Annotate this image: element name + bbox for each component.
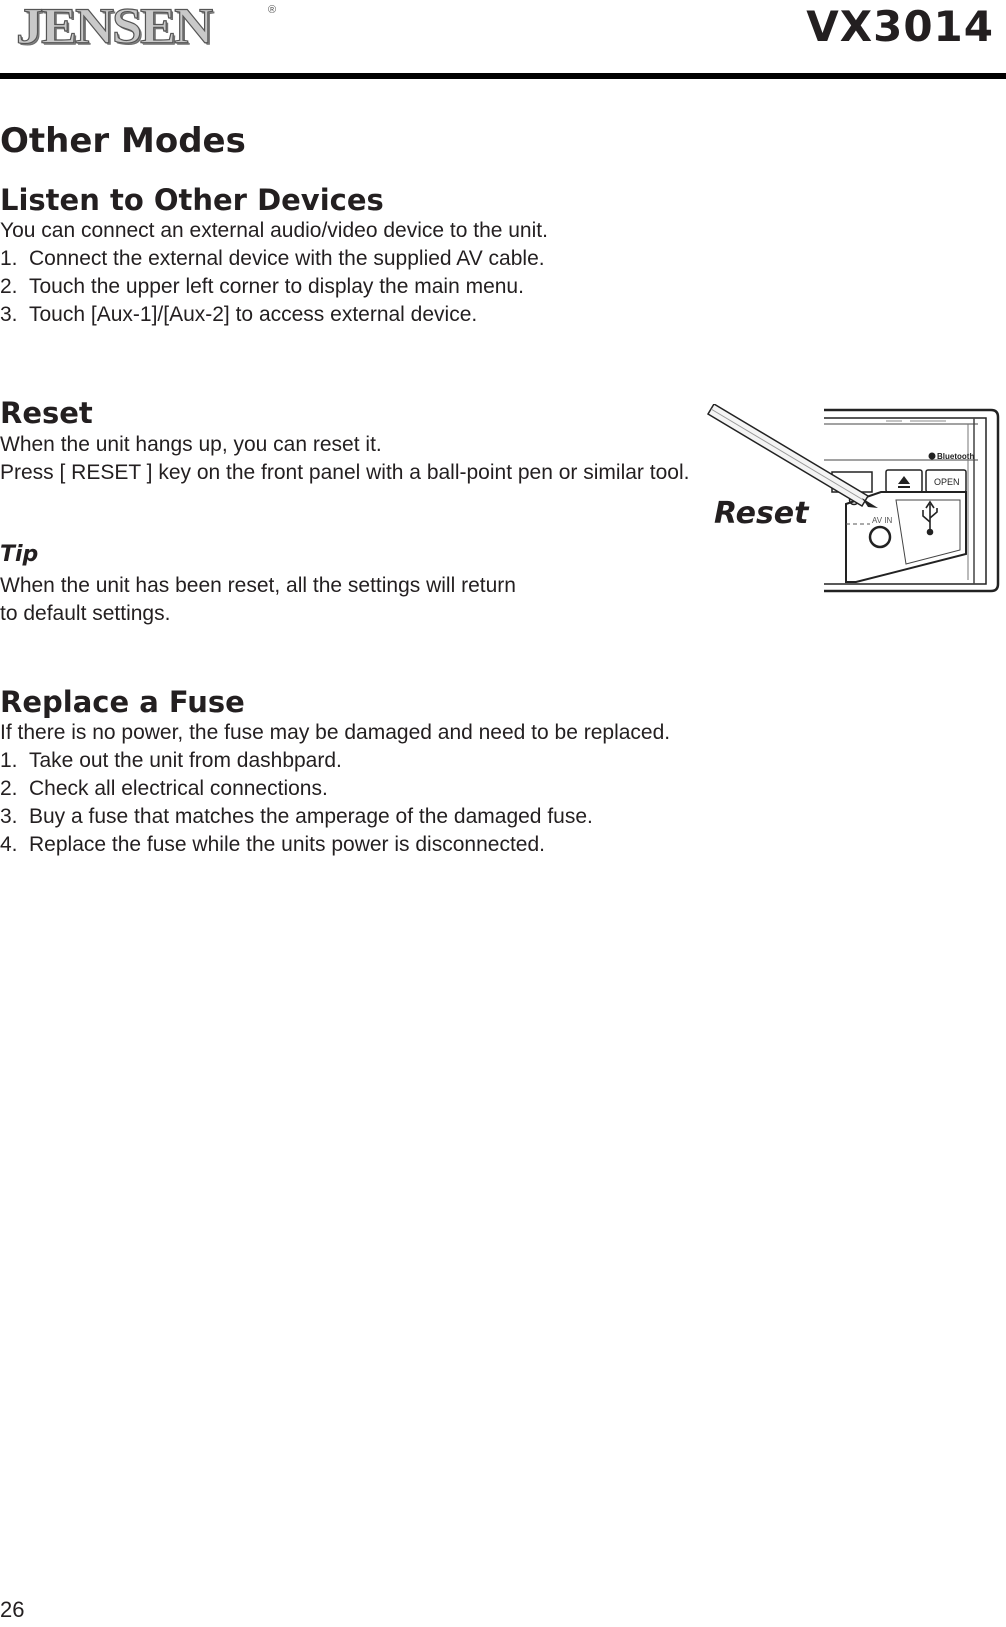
list-item: 2. Touch the upper left corner to display the main menu. — [0, 275, 524, 298]
svg-text:OPEN: OPEN — [934, 477, 960, 487]
reset-line-2: Press [ RESET ] key on the front panel with a ball-point pen or similar tool. — [0, 461, 690, 484]
list-item: 1. Connect the external device with the supplied AV cable. — [0, 247, 545, 270]
list-item: 3. Buy a fuse that matches the amperage of the damaged fuse. — [0, 805, 593, 828]
header-divider — [0, 73, 1006, 79]
tip-line-2: to default settings. — [0, 602, 171, 625]
tip-label: Tip — [0, 542, 39, 567]
pen-tool — [708, 404, 878, 508]
list-item: 2. Check all electrical connections. — [0, 777, 328, 800]
tip-line-1: When the unit has been reset, all the settings will return — [0, 574, 516, 597]
svg-text:Bluetooth: Bluetooth — [937, 452, 975, 461]
section-heading-fuse: Replace a Fuse — [0, 685, 245, 719]
page-header — [0, 0, 1006, 80]
model-number: VX3014 — [806, 2, 994, 51]
section-heading-listen: Listen to Other Devices — [0, 183, 384, 217]
svg-text:AV IN: AV IN — [872, 516, 893, 525]
usb-icon — [923, 502, 937, 535]
list-item: 3. Touch [Aux-1]/[Aux-2] to access external device. — [0, 303, 478, 326]
fuse-intro: If there is no power, the fuse may be damaged and need to be replaced. — [0, 721, 671, 744]
page-title: Other Modes — [0, 121, 246, 161]
listen-intro: You can connect an external audio/video device to the unit. — [0, 219, 548, 242]
jensen-logo: JENSEN ® — [16, 0, 277, 55]
reset-line-1: When the unit hangs up, you can reset it. — [0, 433, 382, 456]
page-number: 26 — [0, 1597, 25, 1622]
section-heading-reset: Reset — [0, 396, 93, 430]
bluetooth-icon — [929, 453, 936, 460]
reset-callout-label: Reset — [714, 496, 809, 531]
list-item: 1. Take out the unit from dashbpard. — [0, 749, 342, 772]
list-item: 4. Replace the fuse while the units power is disconnected. — [0, 833, 545, 856]
av-in-jack — [870, 527, 890, 547]
